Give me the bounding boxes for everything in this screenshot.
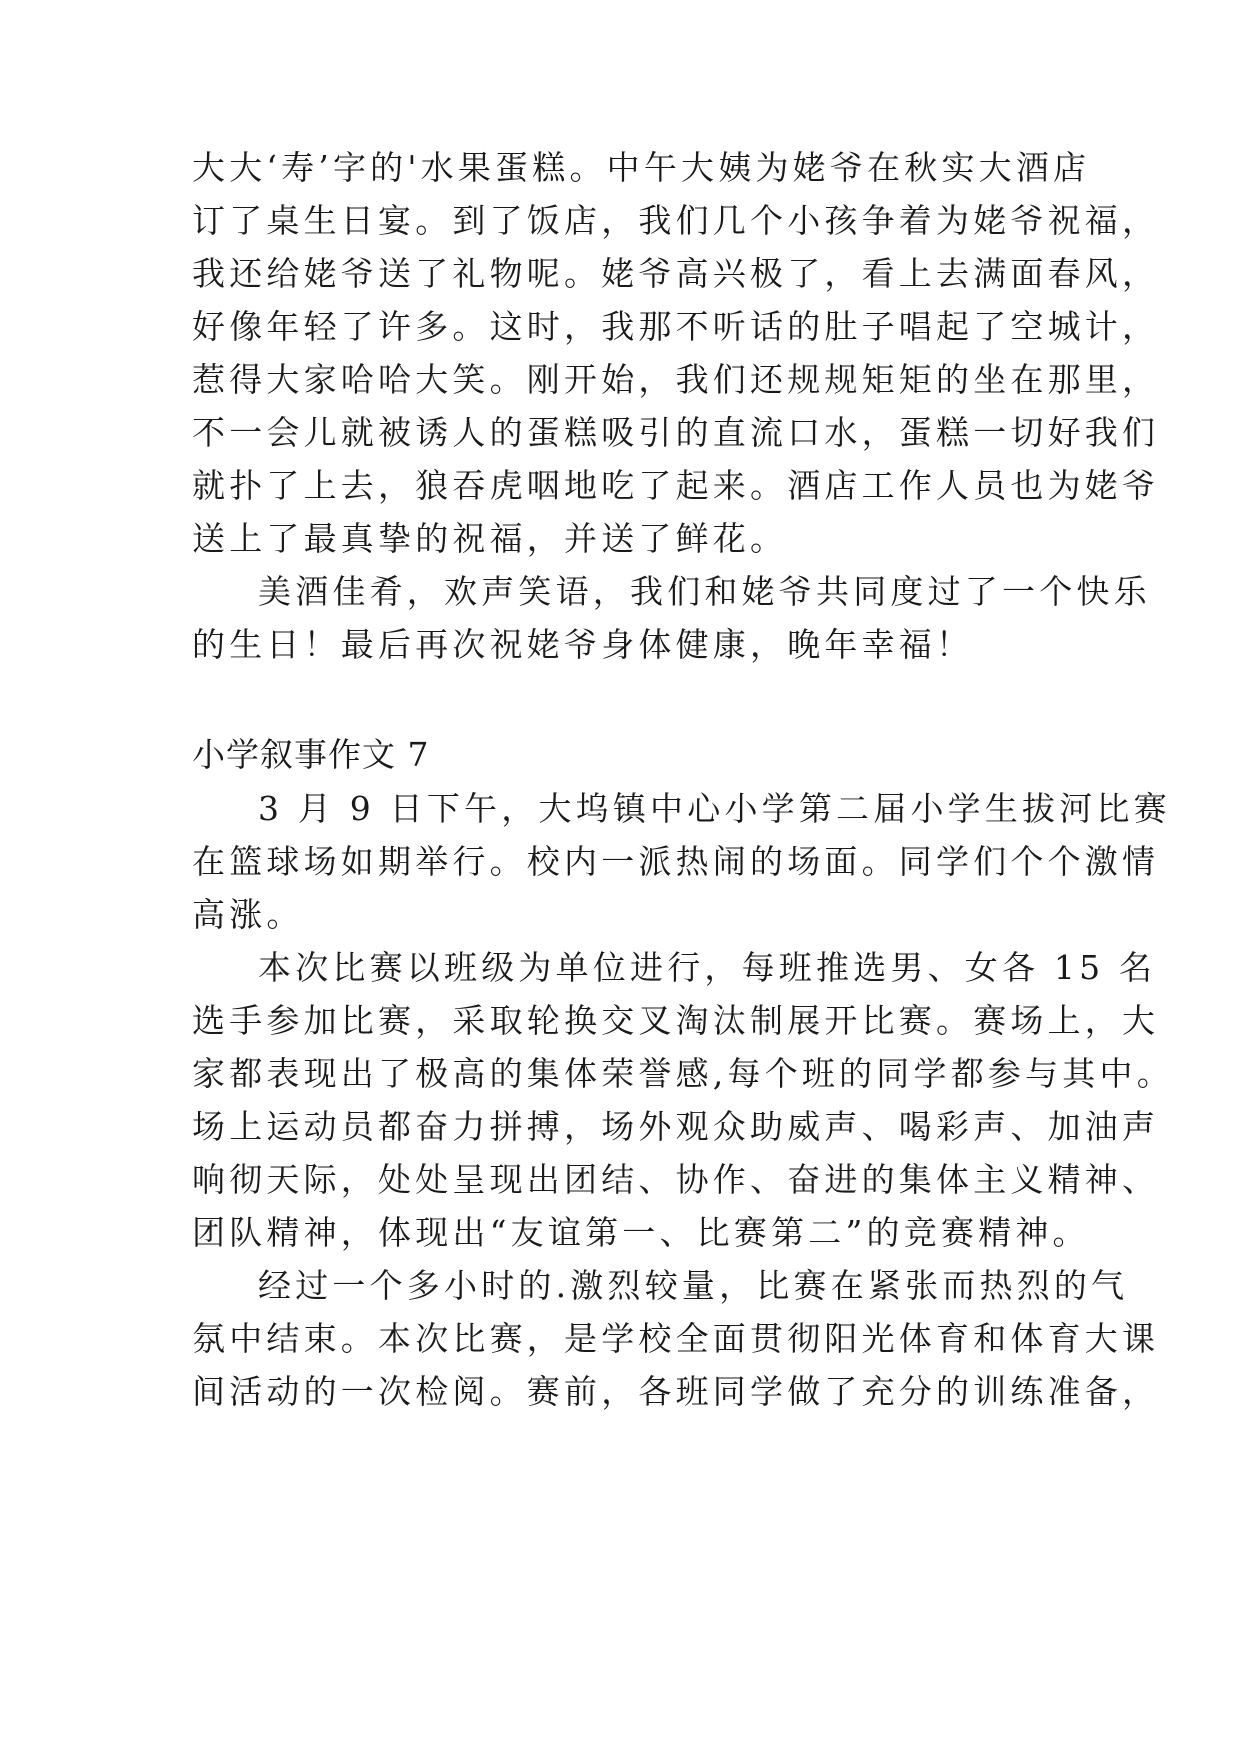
text-line: 家都表现出了极高的集体荣誉感,每个班的同学都参与其中。 <box>192 1054 1174 1093</box>
section-title: 小学叙事作文 7 <box>192 735 430 774</box>
text-line: 惹得大家哈哈大笑。刚开始，我们还规规矩矩的坐在那里， <box>192 360 1160 399</box>
text-line: 氛中结束。本次比赛，是学校全面贯彻阳光体育和体育大课 <box>192 1319 1160 1358</box>
text-line: 高涨。 <box>192 895 304 934</box>
text-line: 在篮球场如期举行。校内一派热闹的场面。同学们个个激情 <box>192 842 1160 881</box>
text-line: 不一会儿就被诱人的蛋糕吸引的直流口水，蛋糕一切好我们 <box>192 413 1160 452</box>
text-line: 就扑了上去，狼吞虎咽地吃了起来。酒店工作人员也为姥爷 <box>192 466 1160 505</box>
text-line: 本次比赛以班级为单位进行，每班推选男、女各 15 名 <box>258 948 1157 987</box>
text-line: 我还给姥爷送了礼物呢。姥爷高兴极了，看上去满面春风， <box>192 254 1160 293</box>
text-line: 团队精神，体现出“友谊第一、比赛第二”的竞赛精神。 <box>192 1213 1090 1252</box>
text-line: 间活动的一次检阅。赛前，各班同学做了充分的训练准备， <box>192 1372 1160 1411</box>
text-line: 大大‘寿’字的'水果蛋糕。中午大姨为姥爷在秋实大酒店 <box>192 148 1091 187</box>
text-line: 选手参加比赛，采取轮换交叉淘汰制展开比赛。赛场上，大 <box>192 1001 1160 1040</box>
text-line: 场上运动员都奋力拼搏，场外观众助威声、喝彩声、加油声 <box>192 1107 1160 1146</box>
text-line: 订了桌生日宴。到了饭店，我们几个小孩争着为姥爷祝福， <box>192 201 1160 240</box>
text-line: 好像年轻了许多。这时，我那不听话的肚子唱起了空城计， <box>192 307 1160 346</box>
text-line: 响彻天际，处处呈现出团结、协作、奋进的集体主义精神、 <box>192 1160 1160 1199</box>
text-line: 的生日！最后再次祝姥爷身体健康，晚年幸福！ <box>192 625 974 664</box>
text-line: 美酒佳肴，欢声笑语，我们和姥爷共同度过了一个快乐 <box>258 572 1151 611</box>
text-line: 送上了最真挚的祝福，并送了鲜花。 <box>192 519 788 558</box>
text-line: 经过一个多小时的.激烈较量，比赛在紧张而热烈的气 <box>258 1266 1129 1305</box>
text-line: 3 月 9 日下午，大坞镇中心小学第二届小学生拔河比赛 <box>258 789 1171 828</box>
